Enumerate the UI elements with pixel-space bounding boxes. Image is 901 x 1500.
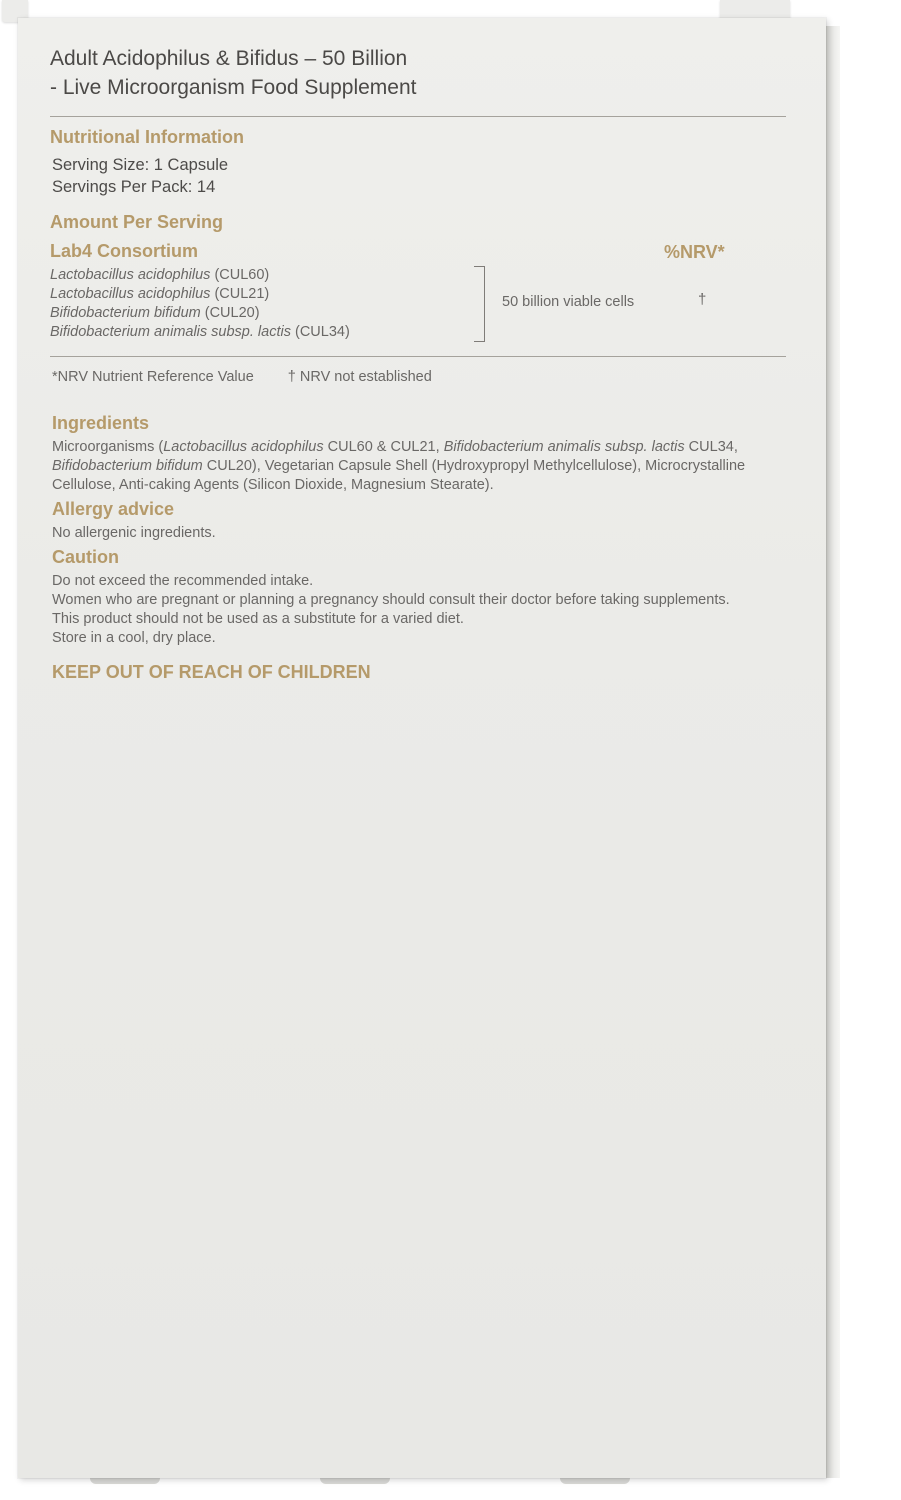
strain-table: [50, 266, 794, 342]
amount-heading: Amount Per Serving: [50, 212, 224, 232]
nutrition-heading: Nutritional Information: [50, 127, 244, 147]
caution-heading: Caution: [52, 547, 119, 567]
consortium-heading: Lab4 Consortium: [50, 241, 199, 261]
allergy-text: No allergenic ingredients.: [52, 525, 216, 541]
nrv-value: †: [698, 291, 707, 308]
caution-line: Do not exceed the recommended intake.: [52, 573, 314, 589]
strain-row: Lactobacillus acidophilus (CUL21): [50, 286, 270, 302]
divider: [50, 116, 786, 117]
caution-line: Store in a cool, dry place.: [52, 630, 216, 646]
amount-value: 50 billion viable cells: [502, 294, 635, 310]
keep-away-warning: KEEP OUT OF REACH OF CHILDREN: [52, 662, 371, 682]
nrv-heading: %NRV*: [664, 242, 725, 262]
divider: [50, 356, 786, 357]
product-title: [34, 44, 794, 102]
strain-row: Bifidobacterium bifidum (CUL20): [50, 305, 260, 321]
serving-size: Serving Size: 1 Capsule: [52, 156, 229, 174]
strain-row: Lactobacillus acidophilus (CUL60): [50, 267, 270, 283]
footnote-dagger: † NRV not established: [287, 369, 432, 385]
footnote-nrv: *NRV Nutrient Reference Value: [52, 369, 254, 385]
caution-line: Women who are pregnant or planning a pregnancy should consult their doctor before taking supplements.: [52, 592, 730, 608]
strain-row: Bifidobacterium animalis subsp. lactis (CUL34): [50, 324, 350, 340]
product-title-line2: - Live Microorganism Food Supplement: [50, 76, 417, 99]
allergy-heading: Allergy advice: [52, 499, 175, 519]
label-content: [34, 44, 794, 683]
ingredients-heading: Ingredients: [52, 413, 150, 433]
serving-info: [52, 154, 794, 198]
strain-list: [50, 266, 794, 342]
ingredients-text: Microorganisms (Lactobacillus acidophilus CUL60 & CUL21, Bifidobacterium animalis subsp. lactis CUL34, Bifidobacterium bifidum CUL20), Vegetarian Capsule Shell (Hydroxypropyl Methylcellulose), Microcrystalline Cellulose, Anti-caking Agents (Silicon Dioxide, Magnesium Stearate).: [52, 439, 746, 493]
nrv-footnotes: [52, 369, 794, 385]
product-title-line1: Adult Acidophilus & Bifidus – 50 Billion: [50, 47, 408, 70]
caution-line: This product should not be used as a substitute for a varied diet.: [52, 611, 464, 627]
bracket: [474, 266, 485, 342]
servings-per-pack: Servings Per Pack: 14: [52, 178, 216, 196]
caution-text: [52, 572, 782, 648]
box-side-edge: [826, 26, 840, 1478]
